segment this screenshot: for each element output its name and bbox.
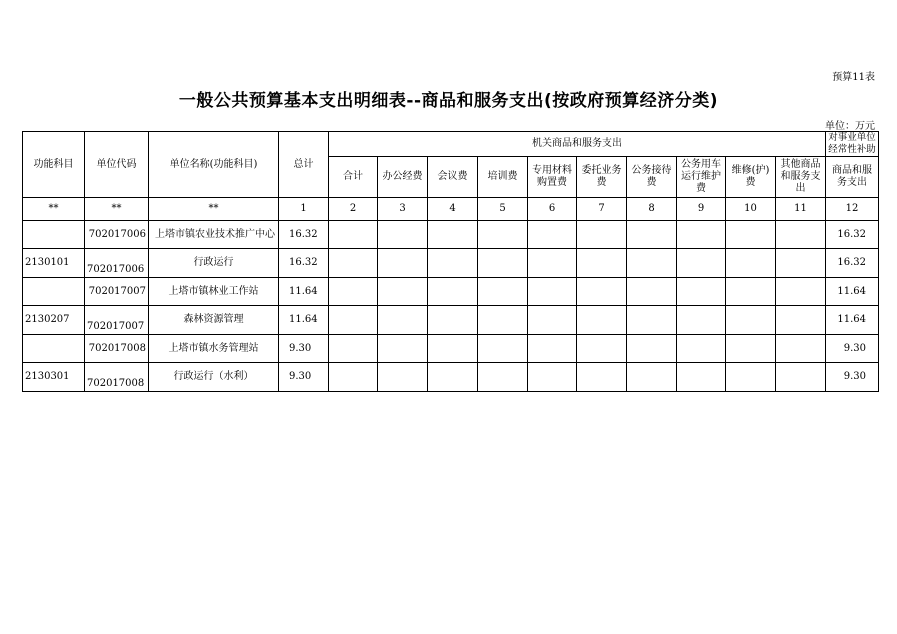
header-sub: 合计	[329, 157, 378, 198]
func-code-cell	[23, 278, 85, 306]
empty-cell	[528, 363, 577, 392]
total-cell: 11.64	[279, 306, 329, 335]
empty-cell	[528, 335, 577, 363]
empty-cell	[726, 363, 776, 392]
header-sub: 公务接待费	[627, 157, 677, 198]
header-row-1	[23, 132, 879, 157]
empty-cell	[726, 306, 776, 335]
unit-name-cell: 行政运行	[149, 249, 279, 278]
header-subsidy-group: 对事业单位经常性补助	[826, 132, 879, 157]
header-sub: 办公经费	[378, 157, 428, 198]
header-subsidy-sub: 商品和服务支出	[826, 157, 879, 198]
func-code-cell	[23, 221, 85, 249]
empty-cell	[726, 278, 776, 306]
empty-cell	[577, 306, 627, 335]
func-code-cell: 2130301	[23, 363, 85, 392]
empty-cell	[329, 221, 378, 249]
empty-cell	[776, 278, 826, 306]
unit-code-cell: 702017007	[85, 278, 149, 306]
total-cell: 11.64	[279, 278, 329, 306]
empty-cell	[428, 249, 478, 278]
unit-label: 单位：万元	[825, 121, 875, 132]
index-cell: 10	[726, 198, 776, 221]
header-sub: 其他商品和服务支出	[776, 157, 826, 198]
func-code-cell: 2130101	[23, 249, 85, 278]
total-cell: 9.30	[279, 363, 329, 392]
empty-cell	[428, 221, 478, 249]
table-row	[23, 363, 879, 392]
empty-cell	[726, 249, 776, 278]
index-cell: **	[23, 198, 85, 221]
empty-cell	[478, 306, 528, 335]
empty-cell	[776, 363, 826, 392]
empty-cell	[329, 363, 378, 392]
empty-cell	[627, 363, 677, 392]
empty-cell	[776, 306, 826, 335]
table-row	[23, 278, 879, 306]
index-cell: 2	[329, 198, 378, 221]
header-sub: 培训费	[478, 157, 528, 198]
header-sub: 公务用车运行维护费	[677, 157, 726, 198]
index-cell: 9	[677, 198, 726, 221]
empty-cell	[329, 306, 378, 335]
unit-name-cell: 森林资源管理	[149, 306, 279, 335]
empty-cell	[378, 306, 428, 335]
table-number: 预算11表	[832, 72, 875, 83]
empty-cell	[677, 306, 726, 335]
unit-code-cell: 702017008	[85, 335, 149, 363]
empty-cell	[528, 249, 577, 278]
subsidy-cell: 11.64	[826, 306, 879, 335]
empty-cell	[577, 221, 627, 249]
empty-cell	[428, 278, 478, 306]
empty-cell	[378, 249, 428, 278]
page-title: 一般公共预算基本支出明细表--商品和服务支出(按政府预算经济分类)	[178, 91, 719, 111]
header-total: 总计	[279, 132, 329, 198]
empty-cell	[478, 221, 528, 249]
table-row	[23, 249, 879, 278]
index-cell: 8	[627, 198, 677, 221]
empty-cell	[627, 278, 677, 306]
empty-cell	[677, 278, 726, 306]
header-func-subject: 功能科目	[23, 132, 85, 198]
empty-cell	[329, 278, 378, 306]
header-unit-name: 单位名称(功能科目)	[149, 132, 279, 198]
empty-cell	[478, 363, 528, 392]
index-cell: **	[85, 198, 149, 221]
empty-cell	[378, 221, 428, 249]
unit-code-cell: 702017008	[85, 363, 149, 392]
empty-cell	[528, 306, 577, 335]
empty-cell	[428, 363, 478, 392]
empty-cell	[677, 335, 726, 363]
index-cell: 3	[378, 198, 428, 221]
func-code-cell: 2130207	[23, 306, 85, 335]
index-cell: 11	[776, 198, 826, 221]
total-cell: 16.32	[279, 221, 329, 249]
empty-cell	[726, 221, 776, 249]
header-sub: 专用材料购置费	[528, 157, 577, 198]
expenditure-table	[22, 131, 879, 392]
empty-cell	[577, 278, 627, 306]
unit-code-cell: 702017006	[85, 249, 149, 278]
empty-cell	[627, 221, 677, 249]
header-sub: 会议费	[428, 157, 478, 198]
empty-cell	[528, 221, 577, 249]
empty-cell	[528, 278, 577, 306]
empty-cell	[726, 335, 776, 363]
empty-cell	[677, 363, 726, 392]
empty-cell	[428, 306, 478, 335]
unit-name-cell: 上塔市镇水务管理站	[149, 335, 279, 363]
unit-code-cell: 702017007	[85, 306, 149, 335]
empty-cell	[627, 249, 677, 278]
index-cell: 4	[428, 198, 478, 221]
empty-cell	[378, 278, 428, 306]
empty-cell	[627, 335, 677, 363]
index-cell: 5	[478, 198, 528, 221]
empty-cell	[378, 335, 428, 363]
subsidy-cell: 11.64	[826, 278, 879, 306]
empty-cell	[577, 363, 627, 392]
header-sub: 维修(护)费	[726, 157, 776, 198]
empty-cell	[478, 249, 528, 278]
empty-cell	[329, 335, 378, 363]
index-row	[23, 198, 879, 221]
index-cell: 12	[826, 198, 879, 221]
index-cell: **	[149, 198, 279, 221]
header-unit-code: 单位代码	[85, 132, 149, 198]
header-group-label: 机关商品和服务支出	[329, 132, 826, 157]
total-cell: 16.32	[279, 249, 329, 278]
empty-cell	[627, 306, 677, 335]
empty-cell	[677, 249, 726, 278]
index-cell: 6	[528, 198, 577, 221]
index-cell: 1	[279, 198, 329, 221]
empty-cell	[776, 249, 826, 278]
table-row	[23, 221, 879, 249]
empty-cell	[776, 221, 826, 249]
empty-cell	[776, 335, 826, 363]
subsidy-cell: 9.30	[826, 335, 879, 363]
index-cell: 7	[577, 198, 627, 221]
empty-cell	[329, 249, 378, 278]
subsidy-cell: 16.32	[826, 221, 879, 249]
header-sub: 委托业务费	[577, 157, 627, 198]
table-row	[23, 306, 879, 335]
empty-cell	[478, 278, 528, 306]
subsidy-cell: 16.32	[826, 249, 879, 278]
total-cell: 9.30	[279, 335, 329, 363]
func-code-cell	[23, 335, 85, 363]
subsidy-cell: 9.30	[826, 363, 879, 392]
unit-code-cell: 702017006	[85, 221, 149, 249]
empty-cell	[577, 335, 627, 363]
empty-cell	[677, 221, 726, 249]
unit-name-cell: 上塔市镇农业技术推广中心	[149, 221, 279, 249]
empty-cell	[478, 335, 528, 363]
empty-cell	[428, 335, 478, 363]
table-row	[23, 335, 879, 363]
unit-name-cell: 行政运行（水利）	[149, 363, 279, 392]
empty-cell	[378, 363, 428, 392]
unit-name-cell: 上塔市镇林业工作站	[149, 278, 279, 306]
empty-cell	[577, 249, 627, 278]
